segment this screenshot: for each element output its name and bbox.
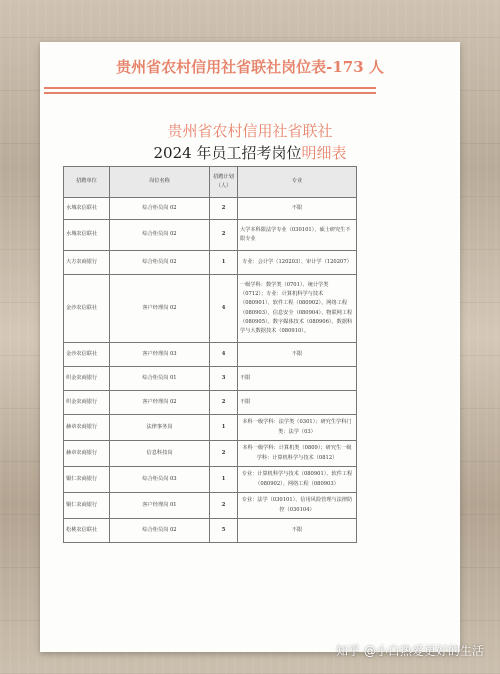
header-unit: 招聘单位 [64,167,110,198]
major-cell: 专业：计算机科学与技术（080901）、软件工程（080902）、网络工程（080903） [238,467,357,493]
position-cell: 信息科技岗 [110,441,210,467]
major-cell: 专业：法学（030101）、信用风险管理与法律防控（030104） [238,493,357,519]
header-count: 招聘计划（人） [210,167,238,198]
unit-cell: 松桃农信联社 [64,519,110,543]
table-header-row [64,167,357,198]
table-row [64,220,357,251]
unit-cell: 水城农信联社 [64,198,110,220]
header-major: 专业 [238,167,357,198]
table-row [64,415,357,441]
table-row [64,391,357,415]
subtitle-accent-text: 明细表 [301,144,347,162]
major-cell: 本科一级学科：法学类（0301）；研究生学科门类：法学（03） [238,415,357,441]
unit-cell: 金沙农信联社 [64,275,110,343]
count-cell: 5 [210,519,238,543]
major-cell: 不限 [238,391,357,415]
position-cell: 综合柜员岗 02 [110,220,210,251]
position-cell: 客户经理岗 02 [110,391,210,415]
unit-cell: 赫章农商银行 [64,441,110,467]
count-cell: 1 [210,415,238,441]
table-row [64,467,357,493]
count-cell: 2 [210,198,238,220]
position-cell: 法律事务岗 [110,415,210,441]
major-cell: 不限 [238,198,357,220]
unit-cell: 铜仁农商银行 [64,493,110,519]
position-cell: 综合柜员岗 02 [110,198,210,220]
job-table [63,166,357,543]
table-row [64,493,357,519]
unit-cell: 织金农商银行 [64,367,110,391]
major-cell: 不限 [238,519,357,543]
count-cell: 2 [210,391,238,415]
watermark: 知乎 @小白热爱更好的生活 [336,644,484,658]
unit-cell: 水城农信联社 [64,220,110,251]
position-cell: 客户经理岗 01 [110,493,210,519]
major-cell: 专业：会计学（120203）、审计学（120207） [238,251,357,275]
count-cell: 4 [210,343,238,367]
major-cell: 不限 [238,343,357,367]
major-cell: 本科一级学科：计算机类（0809）；研究生一级学科：计算机科学与技术（0812） [238,441,357,467]
table-row [64,275,357,343]
count-cell: 3 [210,367,238,391]
position-cell: 综合柜员岗 03 [110,467,210,493]
table-body [64,198,357,543]
header-position: 岗位名称 [110,167,210,198]
subtitle-year-text: 2024 年员工招考岗位 [153,144,302,162]
table-row [64,441,357,467]
position-cell: 客户经理岗 02 [110,275,210,343]
main-title: 贵州省农村信用社省联社岗位表-173 人 [116,58,384,76]
table-row [64,198,357,220]
major-cell: 大学本科限法学专业（030101），硕士研究生不限专业 [238,220,357,251]
subtitle-line2 [0,142,500,163]
table-row [64,367,357,391]
subtitle-line1: 贵州省农村信用社省联社 [167,122,333,140]
position-cell: 综合柜员岗 02 [110,251,210,275]
count-cell: 4 [210,275,238,343]
position-cell: 综合柜员岗 02 [110,519,210,543]
position-cell: 综合柜员岗 01 [110,367,210,391]
unit-cell: 赫章农商银行 [64,415,110,441]
count-cell: 1 [210,467,238,493]
count-cell: 2 [210,220,238,251]
count-cell: 1 [210,251,238,275]
count-cell: 2 [210,493,238,519]
table-row [64,343,357,367]
position-cell: 客户经理岗 03 [110,343,210,367]
unit-cell: 铜仁农商银行 [64,467,110,493]
title-rule-bottom [44,92,376,94]
major-cell: 不限 [238,367,357,391]
table-row [64,251,357,275]
count-cell: 2 [210,441,238,467]
major-cell: 一级学科：数学类（0701）、统计学类（0712）；专业：计算机科学与技术（080901）、软件工程（080902）、网络工程（080903）、信息安全（080904）、物联网工程（080905）、数字媒体技术（080906）、数据科学与大数据技术（080910）。 [238,275,357,343]
unit-cell: 金沙农信联社 [64,343,110,367]
table-row [64,519,357,543]
unit-cell: 大方农商银行 [64,251,110,275]
unit-cell: 织金农商银行 [64,391,110,415]
title-rule-top [44,87,376,89]
